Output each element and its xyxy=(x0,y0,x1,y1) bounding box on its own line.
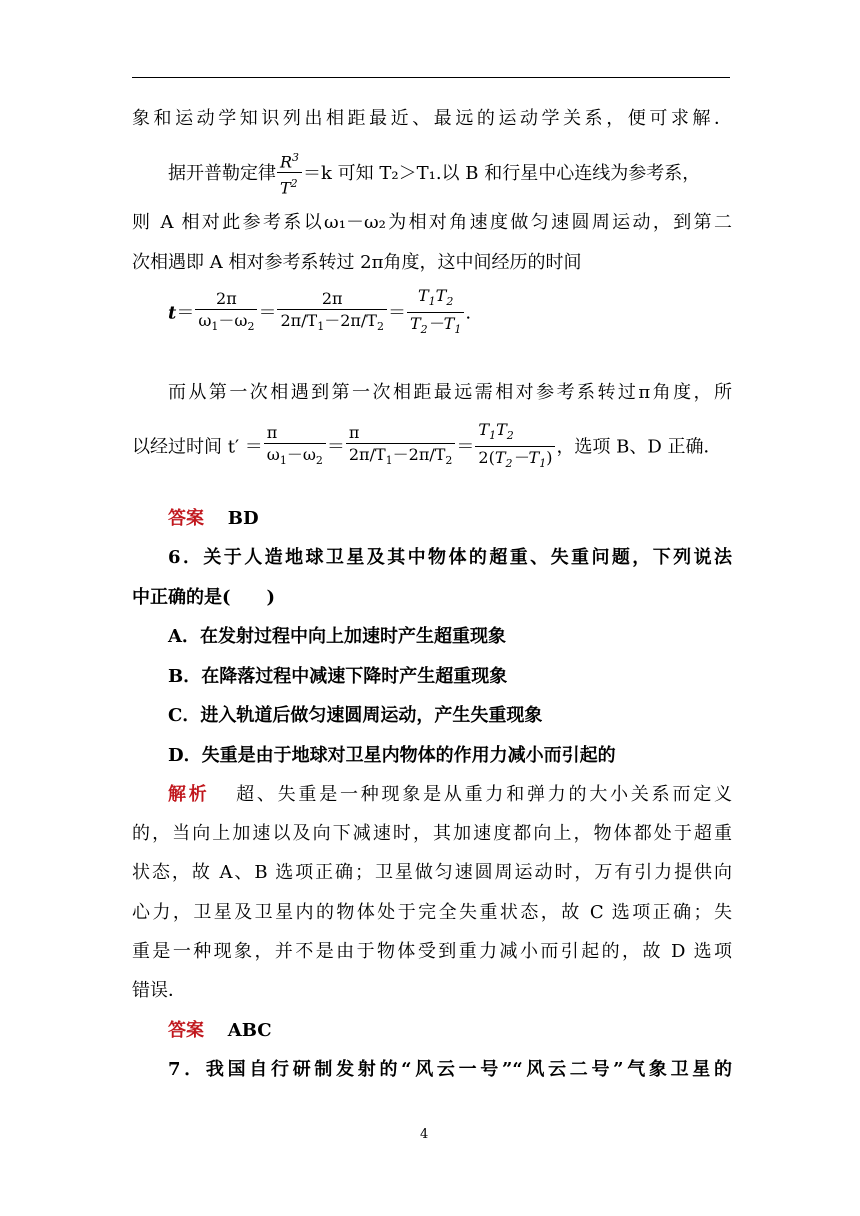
answer-label: 答案 xyxy=(168,1020,204,1041)
analysis-label: 解析 xyxy=(168,784,210,805)
analysis-line: 心力，卫星及卫星内的物体处于完全失重状态，故 C 选项正确；失 xyxy=(132,902,732,923)
analysis-line: 错误． xyxy=(132,980,186,1001)
page-number: 4 xyxy=(420,1127,429,1142)
answer-value: BD xyxy=(227,508,259,529)
analysis-line: 的，当向上加速以及向下减速时，其加速度都向上，物体都处于超重 xyxy=(132,823,732,844)
analysis-line xyxy=(168,780,732,806)
kepler-line xyxy=(168,148,732,200)
option-c: C．进入轨道后做匀速圆周运动，产生失重现象 xyxy=(168,705,543,726)
text-segment: 以经过时间 t′ ＝ xyxy=(132,436,263,458)
header-rule xyxy=(132,77,730,78)
text-line: 次相遇即 A 相对参考系转过 2π角度，这中间经历的时间 xyxy=(132,252,582,273)
answer-line xyxy=(168,1016,732,1042)
answer-label: 答案 xyxy=(168,508,204,529)
kepler-fraction: $\frac{R^3}{T^2}$ xyxy=(277,148,302,200)
answer-line xyxy=(168,504,732,530)
option-a: A．在发射过程中向上加速时产生超重现象 xyxy=(168,626,506,647)
text-segment: 据开普勒定律 xyxy=(168,162,276,184)
answer-value: ABC xyxy=(227,1020,272,1041)
text-line: 则 A 相对此参考系以ω₁－ω₂为相对角速度做匀速圆周运动，到第二 xyxy=(132,212,732,233)
analysis-text: 超、失重是一种现象是从重力和弹力的大小关系而定义 xyxy=(236,784,733,805)
question-7-line: 7．我国自行研制发射的“风云一号”“风云二号”气象卫星的 xyxy=(168,1059,732,1080)
option-b: B．在降落过程中减速下降时产生超重现象 xyxy=(168,666,508,687)
question-6-line: 6．关于人造地球卫星及其中物体的超重、失重问题，下列说法 xyxy=(168,547,732,568)
text-line: 象和运动学知识列出相距最近、最远的运动学关系，便可求解． xyxy=(132,108,732,129)
text-segment: ＝k 可知 T₂＞T₁.以 B 和行星中心连线为参考系， xyxy=(303,162,701,184)
equation-t-prime-line: 以经过时间 t′ ＝ $\frac{\pi}{\omega_1-\omega_2}$ ＝ $\frac{\pi}{2\pi/T_1-2\pi/T_2}$ ＝ $\frac{T_1T_2}{2(T_2-T_1)}$ ，选项 B、D 正确． xyxy=(132,420,722,471)
option-d: D．失重是由于地球对卫星内物体的作用力减小而引起的 xyxy=(168,745,616,766)
analysis-line: 状态，故 A、B 选项正确；卫星做匀速圆周运动时，万有引力提供向 xyxy=(132,862,732,883)
text-segment: ，选项 B、D 正确． xyxy=(556,436,722,458)
analysis-line: 重是一种现象，并不是由于物体受到重力减小而引起的，故 D 选项 xyxy=(132,941,732,962)
question-6-line: 中正确的是( ) xyxy=(132,587,276,608)
equation-t: t＝ $\frac{2\pi}{\omega_1-\omega_2}$ ＝ $\frac{2\pi}{2\pi/T_1-2\pi/T_2}$ ＝ $\frac{T_1T_2}{T_2-T_1}$ . xyxy=(168,286,472,337)
text-line: 而从第一次相遇到第一次相距最远需相对参考系转过π角度，所 xyxy=(168,382,732,403)
